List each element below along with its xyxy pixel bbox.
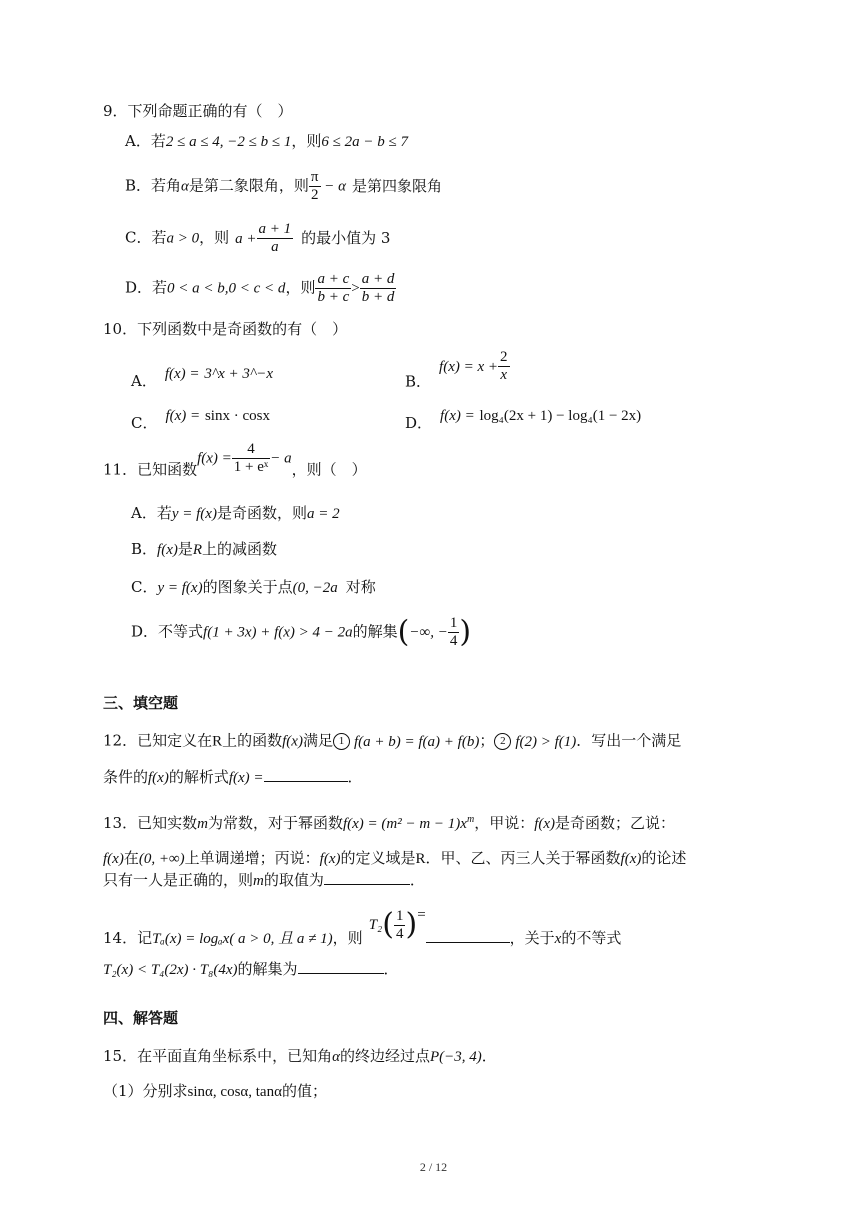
page-number: 2 / 12 xyxy=(419,1160,448,1174)
denominator: b + c xyxy=(317,289,350,305)
math-expr: P(−3, 4) xyxy=(429,1049,482,1065)
stem-text: ． xyxy=(347,768,363,786)
option-text: 是第二象限角，则 xyxy=(188,176,309,195)
math-expr: 2 ≤ a ≤ 4, −2 ≤ b ≤ 1 xyxy=(165,134,292,150)
numerator: 2 xyxy=(500,349,508,365)
stem-text: 为常数，对于幂函数 xyxy=(207,814,343,832)
q9-option-c xyxy=(125,222,390,255)
q10-option-a xyxy=(131,366,273,389)
math-expr: f(x) xyxy=(157,542,178,558)
paren-left: ( xyxy=(397,614,410,650)
section-heading: 三、填空题 xyxy=(103,694,179,712)
paren-right: ) xyxy=(405,907,418,942)
option-label: A．若 xyxy=(125,132,166,150)
question-13-line3 xyxy=(103,873,425,889)
stem-text: ，则 xyxy=(332,929,363,947)
math-expr: f(x) = xyxy=(440,408,475,424)
numerator: 1 xyxy=(449,615,458,631)
stem-text: 上单调递增；丙说： xyxy=(184,849,320,867)
fraction xyxy=(448,616,460,649)
option-text: 上的减函数 xyxy=(202,540,278,558)
stem-text: 条件的 xyxy=(103,768,149,786)
math-var: α xyxy=(181,178,189,195)
circled-number: 1 xyxy=(333,733,350,750)
math-expr: ( a > 0, 且 a ≠ 1) xyxy=(229,931,333,947)
option-label: C． xyxy=(131,578,158,596)
math-var: m xyxy=(197,816,208,832)
fraction xyxy=(309,170,321,203)
math-expr: f(x) = xyxy=(228,770,264,786)
denominator: a xyxy=(271,239,279,255)
math-expr: f(1 + 3x) + f(x) > 4 − 2a xyxy=(203,624,353,641)
math-expr: f(x) = (m² − m − 1)x xyxy=(342,816,467,832)
fraction xyxy=(257,222,294,255)
math-expr: 6 ≤ 2a − b ≤ 7 xyxy=(321,134,409,150)
numerator: 4 xyxy=(232,442,270,459)
stem-text: 的不等式 xyxy=(561,929,622,947)
stem-text: 的值； xyxy=(281,1082,327,1100)
question-13-line1 xyxy=(103,815,675,832)
stem-text: ，关于 xyxy=(509,929,555,947)
q9-option-d xyxy=(125,272,396,305)
math-expr: 0 < a < b,0 < c < d xyxy=(167,280,286,297)
fraction xyxy=(394,909,406,942)
denominator: x xyxy=(500,367,508,383)
question-15-line1 xyxy=(103,1049,497,1065)
stem-text: 在 xyxy=(123,849,139,867)
stem-text: 上的函数 xyxy=(222,731,283,750)
option-text: ，则 xyxy=(285,278,316,297)
answer-blank[interactable] xyxy=(298,972,384,974)
option-label: A． xyxy=(131,372,157,390)
option-label: D． xyxy=(405,414,433,432)
math-expr: f(x) xyxy=(534,816,556,832)
stem-text: 12．已知定义在 xyxy=(103,731,213,750)
math-exponent: m xyxy=(466,814,475,825)
math-expr: − α xyxy=(320,178,346,195)
math-expr: (0, −2a xyxy=(292,580,338,596)
stem-text: 的取值为 xyxy=(263,871,324,889)
math-expr: f(x) = xyxy=(197,450,232,467)
math-var: R xyxy=(192,542,203,558)
stem-text: 满足 xyxy=(302,731,333,750)
option-text: 对称 xyxy=(345,578,376,596)
circled-number: 2 xyxy=(494,733,511,750)
question-12-line1 xyxy=(103,733,681,750)
math-expr: f(x) xyxy=(103,851,124,867)
fraction xyxy=(232,442,270,475)
stem-text: 13．已知实数 xyxy=(103,814,198,832)
option-label: B．若角 xyxy=(125,176,182,195)
math-expr: a > 0 xyxy=(166,230,200,247)
paren-left: ( xyxy=(382,907,394,942)
math-expr: f(x) xyxy=(282,733,303,750)
option-text: ，则 xyxy=(291,132,322,150)
math-expr: f(a + b) = f(a) + f(b) xyxy=(353,733,480,750)
numerator: 1 xyxy=(395,907,404,924)
answer-blank[interactable] xyxy=(426,941,510,943)
option-text: 是 xyxy=(177,540,193,558)
math-expr: f(x) = xyxy=(165,408,201,424)
answer-blank[interactable] xyxy=(324,883,410,885)
question-14-line2 xyxy=(103,962,399,978)
math-operator: > xyxy=(351,280,360,297)
question-15-line2 xyxy=(103,1084,327,1100)
option-text: ，则 xyxy=(199,228,230,247)
math-var: R xyxy=(415,851,426,867)
denominator: 4 xyxy=(449,633,458,649)
answer-blank[interactable] xyxy=(264,780,348,782)
numerator: a + c xyxy=(317,271,350,287)
q9-option-b xyxy=(125,170,442,203)
question-9-stem: 9．下列命题正确的有（ ） xyxy=(103,102,293,120)
math-expr: a = 2 xyxy=(306,506,340,522)
denominator: b + d xyxy=(361,289,395,305)
stem-text: 的定义域是 xyxy=(340,849,416,867)
math-expr: f(x) xyxy=(319,851,341,867)
math-var: m xyxy=(253,873,264,889)
math-expr: f(x) xyxy=(148,770,169,786)
fraction xyxy=(315,272,351,305)
option-label: C． xyxy=(131,414,158,432)
fraction xyxy=(360,272,397,305)
math-var: x xyxy=(554,931,562,947)
numerator: a + d xyxy=(361,271,395,287)
section-heading: 四、解答题 xyxy=(103,1009,179,1027)
stem-text: 14．记 xyxy=(103,929,153,947)
stem-text: 15．在平面直角坐标系中，已知角 xyxy=(103,1047,333,1065)
math-expr: − a xyxy=(270,450,292,467)
math-expr: sinα, cosα, tanα xyxy=(187,1084,282,1100)
stem-text: 是奇函数；乙说： xyxy=(555,814,676,832)
math-expr: 3^x + 3^−x xyxy=(204,366,274,382)
stem-text: 的终边经过点 xyxy=(339,1047,430,1065)
option-text: 是第四象限角 xyxy=(352,176,443,195)
stem-text: 的解集为 xyxy=(237,960,298,978)
option-text: 是奇函数，则 xyxy=(216,504,307,522)
paren-right: ) xyxy=(459,614,472,650)
denominator: 4 xyxy=(395,925,404,942)
math-expr: f(x) xyxy=(620,851,642,867)
fraction xyxy=(498,350,510,383)
math-var: R xyxy=(212,733,223,750)
option-label: C．若 xyxy=(125,228,167,247)
option-label: A．若 xyxy=(131,504,172,522)
math-expr: f(x) = xyxy=(164,366,200,382)
math-expr: (0, +∞) xyxy=(138,851,185,867)
q11-option-d xyxy=(131,616,471,649)
stem-text: （1）分别求 xyxy=(103,1082,188,1100)
stem-text: ．写出一个满足 xyxy=(576,731,682,750)
question-12-line2 xyxy=(103,770,363,786)
option-label: D．不等式 xyxy=(131,622,204,641)
math-expr: T₂ xyxy=(368,917,383,933)
numerator: a + 1 xyxy=(258,221,292,237)
math-expr: f(x) = x + xyxy=(439,358,498,375)
question-14-line1 xyxy=(103,908,621,947)
math-expr: Tₐ(x) = logₐx xyxy=(152,931,230,947)
stem-text: 11．已知函数 xyxy=(103,460,198,479)
stem-text: 的解析式 xyxy=(168,768,229,786)
math-expr: y = f(x) xyxy=(171,506,217,522)
option-text: 的图象关于点 xyxy=(202,578,293,596)
stem-text: 的论述 xyxy=(641,849,687,867)
denominator: 1 + eˣ xyxy=(233,459,269,475)
math-operator: = xyxy=(417,907,426,923)
math-expr: y = f(x) xyxy=(157,580,203,596)
question-11-stem xyxy=(103,442,367,478)
q9-option-a xyxy=(125,134,408,150)
denominator: 2 xyxy=(310,187,319,203)
stem-text: 只有一人是正确的，则 xyxy=(103,871,254,889)
math-var: α xyxy=(332,1049,340,1065)
stem-text: ． xyxy=(383,960,399,978)
stem-text: ． xyxy=(481,1047,497,1065)
q10-option-c xyxy=(131,408,270,431)
stem-text: ，甲说： xyxy=(474,814,535,832)
math-expr: f(2) > f(1) xyxy=(515,733,577,750)
q11-option-c xyxy=(131,580,376,596)
option-label: B． xyxy=(131,540,158,558)
q10-option-b xyxy=(405,350,510,390)
question-13-line2 xyxy=(103,851,686,867)
stem-text: ．甲、乙、丙三人关于幂函数 xyxy=(425,849,621,867)
stem-text: ； xyxy=(479,731,495,750)
q11-option-b xyxy=(131,542,277,558)
math-expr: a + xyxy=(235,230,257,247)
stem-text: ，则（ ） xyxy=(291,460,367,479)
question-10-stem: 10．下列函数中是奇函数的有（ ） xyxy=(103,320,348,338)
option-text: 的解集 xyxy=(352,622,398,641)
stem-text: ． xyxy=(409,871,425,889)
math-expr: T₂(x) < T₄(2x) · T₈(4x) xyxy=(103,962,238,978)
math-expr: log₄(2x + 1) − log₄(1 − 2x) xyxy=(479,408,642,424)
q10-option-d xyxy=(405,408,641,431)
option-text: 的最小值为 3 xyxy=(301,228,391,247)
q11-option-a xyxy=(131,506,340,522)
math-expr: −∞, − xyxy=(409,624,448,641)
numerator: π xyxy=(310,169,319,185)
option-label: D．若 xyxy=(125,278,168,297)
math-expr: sinx · cosx xyxy=(204,408,270,424)
option-label: B． xyxy=(405,372,432,391)
